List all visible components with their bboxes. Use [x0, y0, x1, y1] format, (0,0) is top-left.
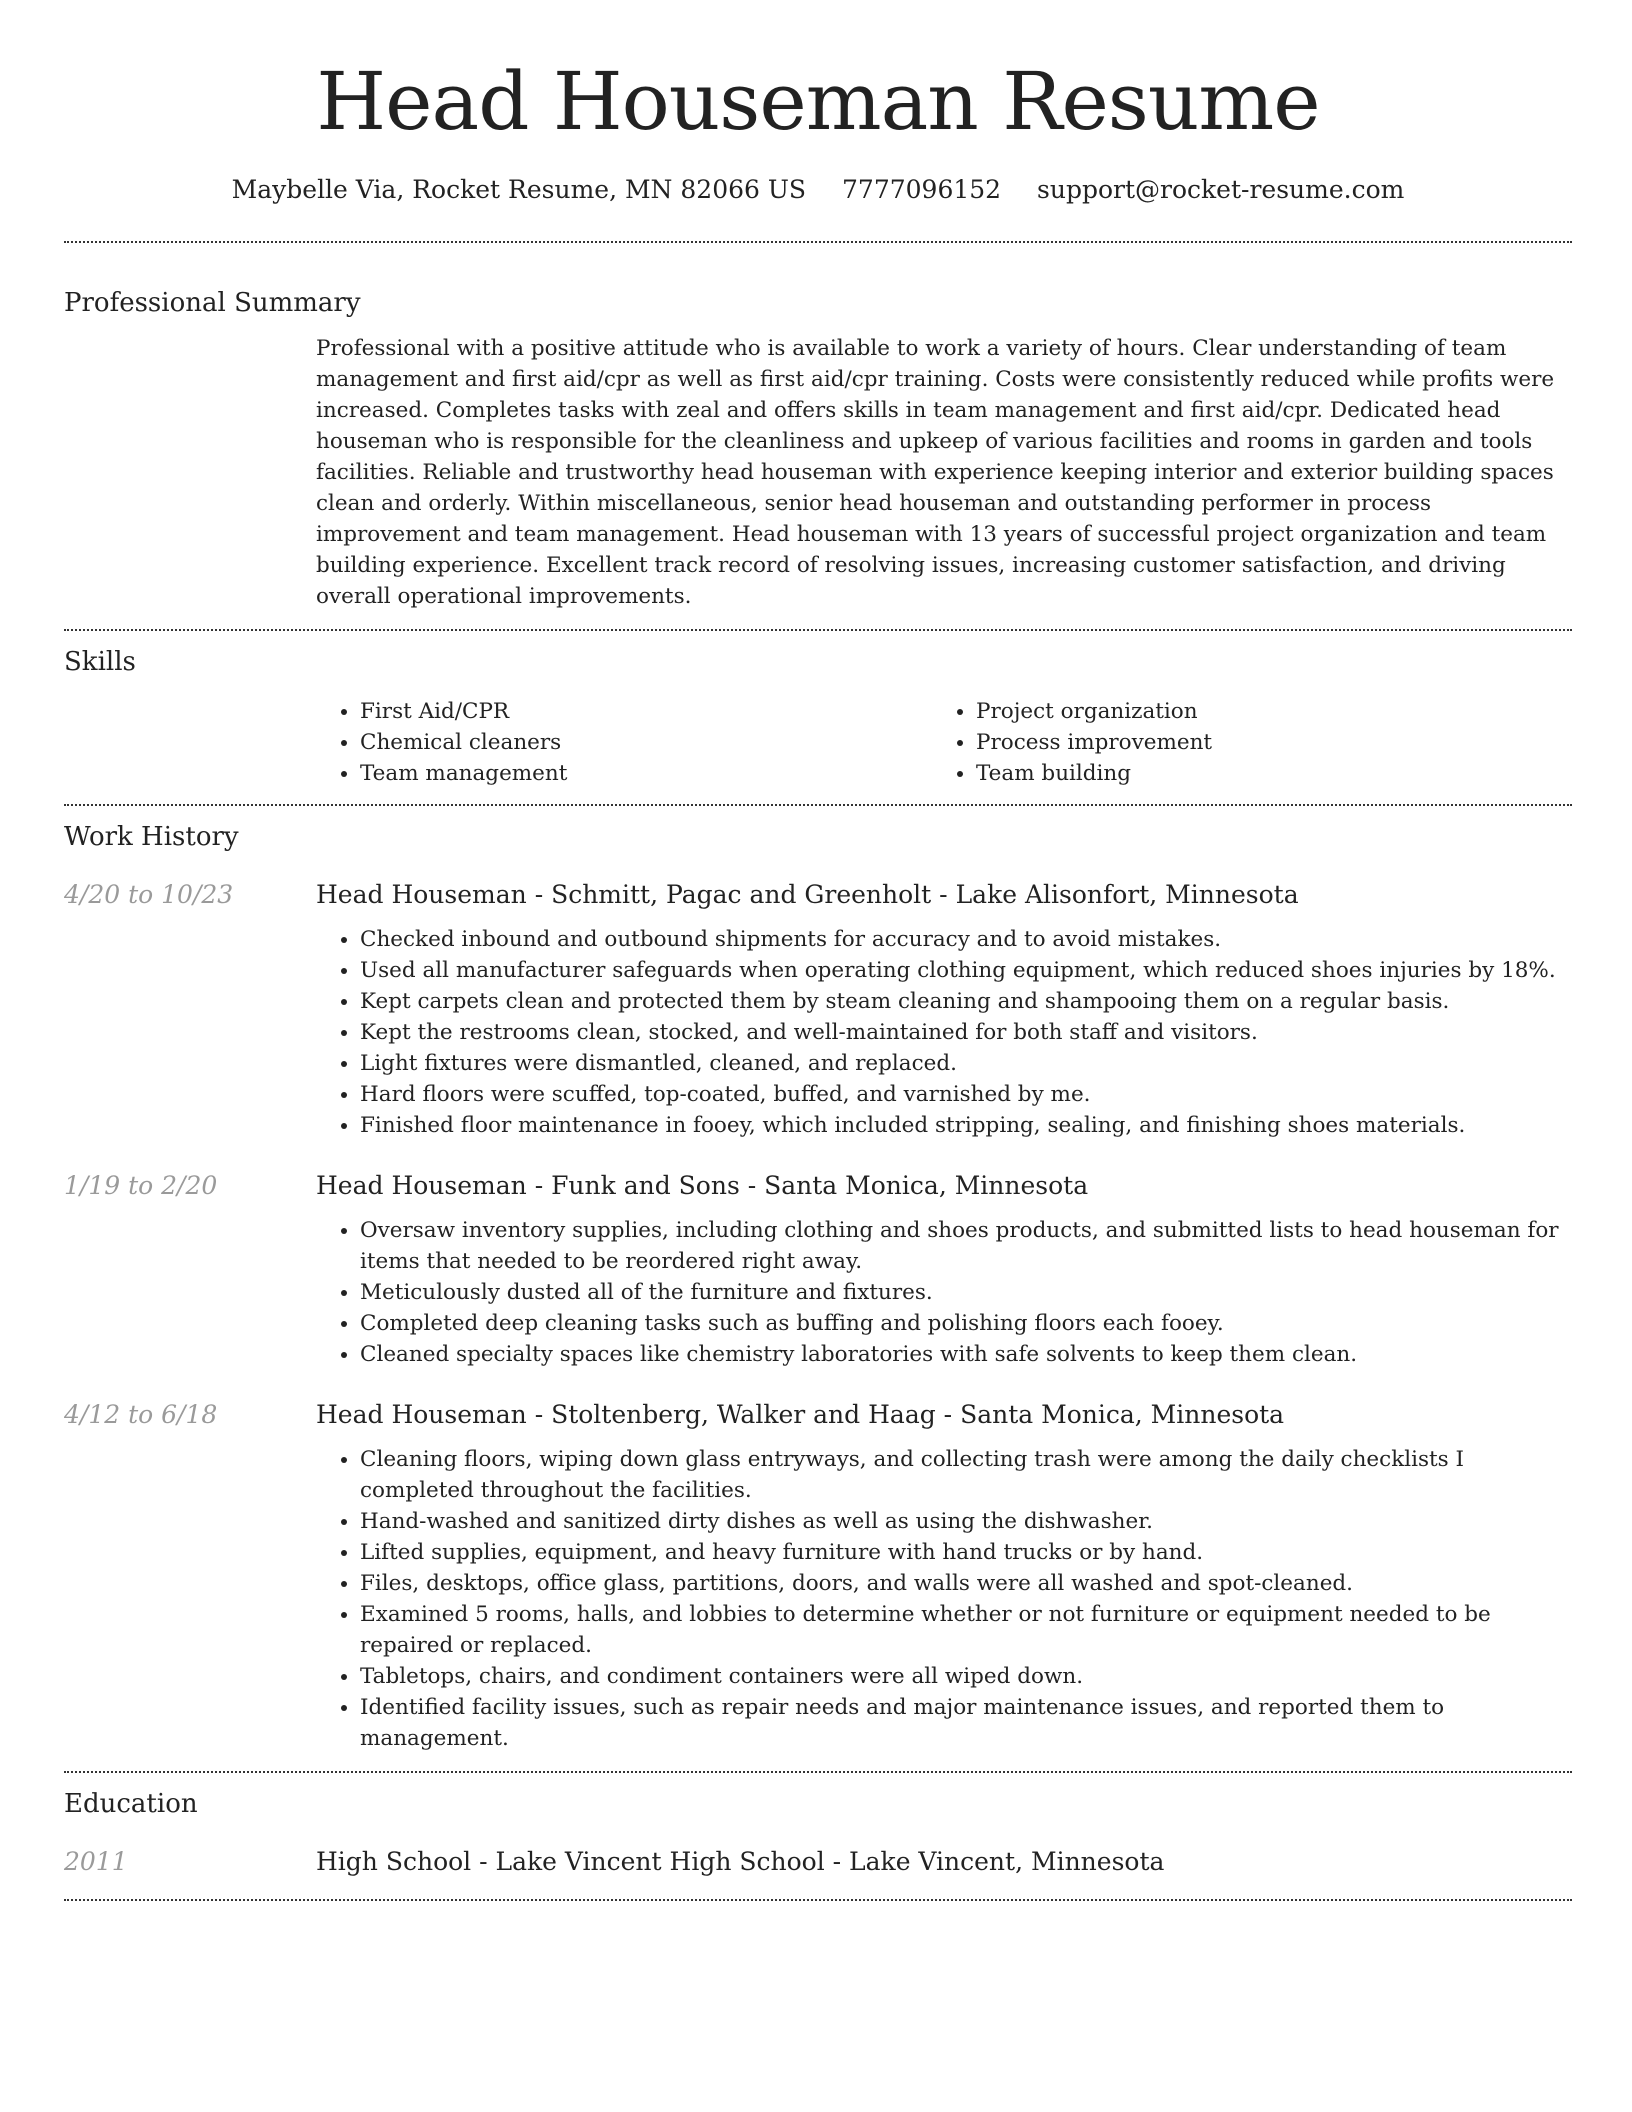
job-duty: • Cleaned specialty spaces like chemistry laboratories with safe solvents to keep them clean.: [360, 1339, 1572, 1370]
job-duties: [316, 1215, 1572, 1370]
job-duty: • Hand-washed and sanitized dirty dishes as well as using the dishwasher.: [360, 1506, 1572, 1537]
job-duty: • Examined 5 rooms, halls, and lobbies to determine whether or not furniture or equipment needed to be repaired or replaced.: [360, 1599, 1572, 1661]
contact-line: [64, 170, 1572, 210]
job-duty: • Kept carpets clean and protected them by steam cleaning and shampooing them on a regular basis.: [360, 986, 1572, 1017]
job-duty: • Completed deep cleaning tasks such as buffing and polishing floors each fooey.: [360, 1308, 1572, 1339]
divider: [64, 241, 1572, 243]
education-title: High School - Lake Vincent High School - Lake Vincent, Minnesota: [316, 1847, 1165, 1876]
job-title: Head Houseman - Funk and Sons - Santa Monica, Minnesota: [316, 1171, 1089, 1200]
job-duty: • Oversaw inventory supplies, including clothing and shoes products, and submitted lists to head houseman for items that needed to be reordered right away.: [360, 1215, 1572, 1277]
education-date: 2011: [64, 1847, 128, 1876]
job-duty: • Used all manufacturer safeguards when operating clothing equipment, which reduced shoes injuries by 18%.: [360, 955, 1572, 986]
job-date: 1/19 to 2/20: [64, 1171, 218, 1200]
job-duty: • Tabletops, chairs, and condiment containers were all wiped down.: [360, 1661, 1572, 1692]
skill-item: • Chemical cleaners: [360, 727, 932, 758]
job-duty: • Hard floors were scuffed, top-coated, buffed, and varnished by me.: [360, 1079, 1572, 1110]
contact-address: Maybelle Via, Rocket Resume, MN 82066 US: [231, 175, 807, 204]
skill-item: • Team management: [360, 758, 932, 789]
skills-column-right: [932, 696, 1548, 789]
job-date: 4/20 to 10/23: [64, 880, 234, 909]
work-history-section: [64, 817, 1572, 1754]
job-duties: [316, 924, 1572, 1141]
skills-heading: Skills: [64, 647, 136, 677]
summary-section: [64, 283, 1572, 612]
job-date: 4/12 to 6/18: [64, 1400, 218, 1429]
job-duty: • Lifted supplies, equipment, and heavy furniture with hand trucks or by hand.: [360, 1537, 1572, 1568]
education-section: [64, 1784, 1572, 1882]
skill-item: • Project organization: [976, 696, 1548, 727]
skill-item: • First Aid/CPR: [360, 696, 932, 727]
summary-text: Professional with a positive attitude who is available to work a variety of hours. Clear understanding of team management and first aid/cpr as well as first aid/cpr training. Costs were consistently reduced while profits were increased. Completes tasks with zeal and offers skills in team management and first aid/cpr. Dedicated head houseman who is responsible for the cleanliness and upkeep of various facilities and rooms in garden and tools facilities. Reliable and trustworthy head houseman with experience keeping interior and exterior building spaces clean and orderly. Within miscellaneous, senior head houseman and outstanding performer in process improvement and team management. Head houseman with 13 years of successful project organization and team building experience. Excellent track record of resolving issues, increasing customer satisfaction, and driving overall operational improvements.: [316, 336, 1555, 609]
job-duty: • Kept the restrooms clean, stocked, and well-maintained for both staff and visitors.: [360, 1017, 1572, 1048]
job-entry: [64, 1395, 1572, 1754]
job-duty: • Meticulously dusted all of the furniture and fixtures.: [360, 1277, 1572, 1308]
work-history-heading: Work History: [64, 822, 239, 852]
job-duty: • Finished floor maintenance in fooey, which included stripping, sealing, and finishing shoes materials.: [360, 1110, 1572, 1141]
skills-column-left: [316, 696, 932, 789]
divider: [64, 1899, 1572, 1901]
job-entry: [64, 1166, 1572, 1370]
resume-page: [64, 0, 1572, 1901]
contact-email: support@rocket-resume.com: [1037, 175, 1405, 204]
divider: [64, 629, 1572, 631]
summary-content: [316, 333, 1572, 612]
resume-title: Head Houseman Resume: [316, 55, 1320, 148]
job-duty: • Files, desktops, office glass, partitions, doors, and walls were all washed and spot-cleaned.: [360, 1568, 1572, 1599]
job-duty: • Identified facility issues, such as repair needs and major maintenance issues, and reported them to management.: [360, 1692, 1572, 1754]
job-title: Head Houseman - Schmitt, Pagac and Greenholt - Lake Alisonfort, Minnesota: [316, 880, 1299, 909]
skills-section: [64, 642, 1572, 789]
contact-phone: 7777096152: [842, 175, 1002, 204]
summary-heading: Professional Summary: [64, 288, 361, 318]
skill-item: • Process improvement: [976, 727, 1548, 758]
job-entry: [64, 875, 1572, 1141]
divider: [64, 1771, 1572, 1773]
job-duty: • Light fixtures were dismantled, cleaned, and replaced.: [360, 1048, 1572, 1079]
divider: [64, 804, 1572, 806]
education-heading: Education: [64, 1789, 198, 1819]
skill-item: • Team building: [976, 758, 1548, 789]
education-entry: [64, 1842, 1572, 1882]
job-duty: • Cleaning floors, wiping down glass entryways, and collecting trash were among the daily checklists I completed throughout the facilities.: [360, 1444, 1572, 1506]
skills-list: [316, 696, 1572, 789]
job-duty: • Checked inbound and outbound shipments for accuracy and to avoid mistakes.: [360, 924, 1572, 955]
job-title: Head Houseman - Stoltenberg, Walker and Haag - Santa Monica, Minnesota: [316, 1400, 1285, 1429]
job-duties: [316, 1444, 1572, 1754]
